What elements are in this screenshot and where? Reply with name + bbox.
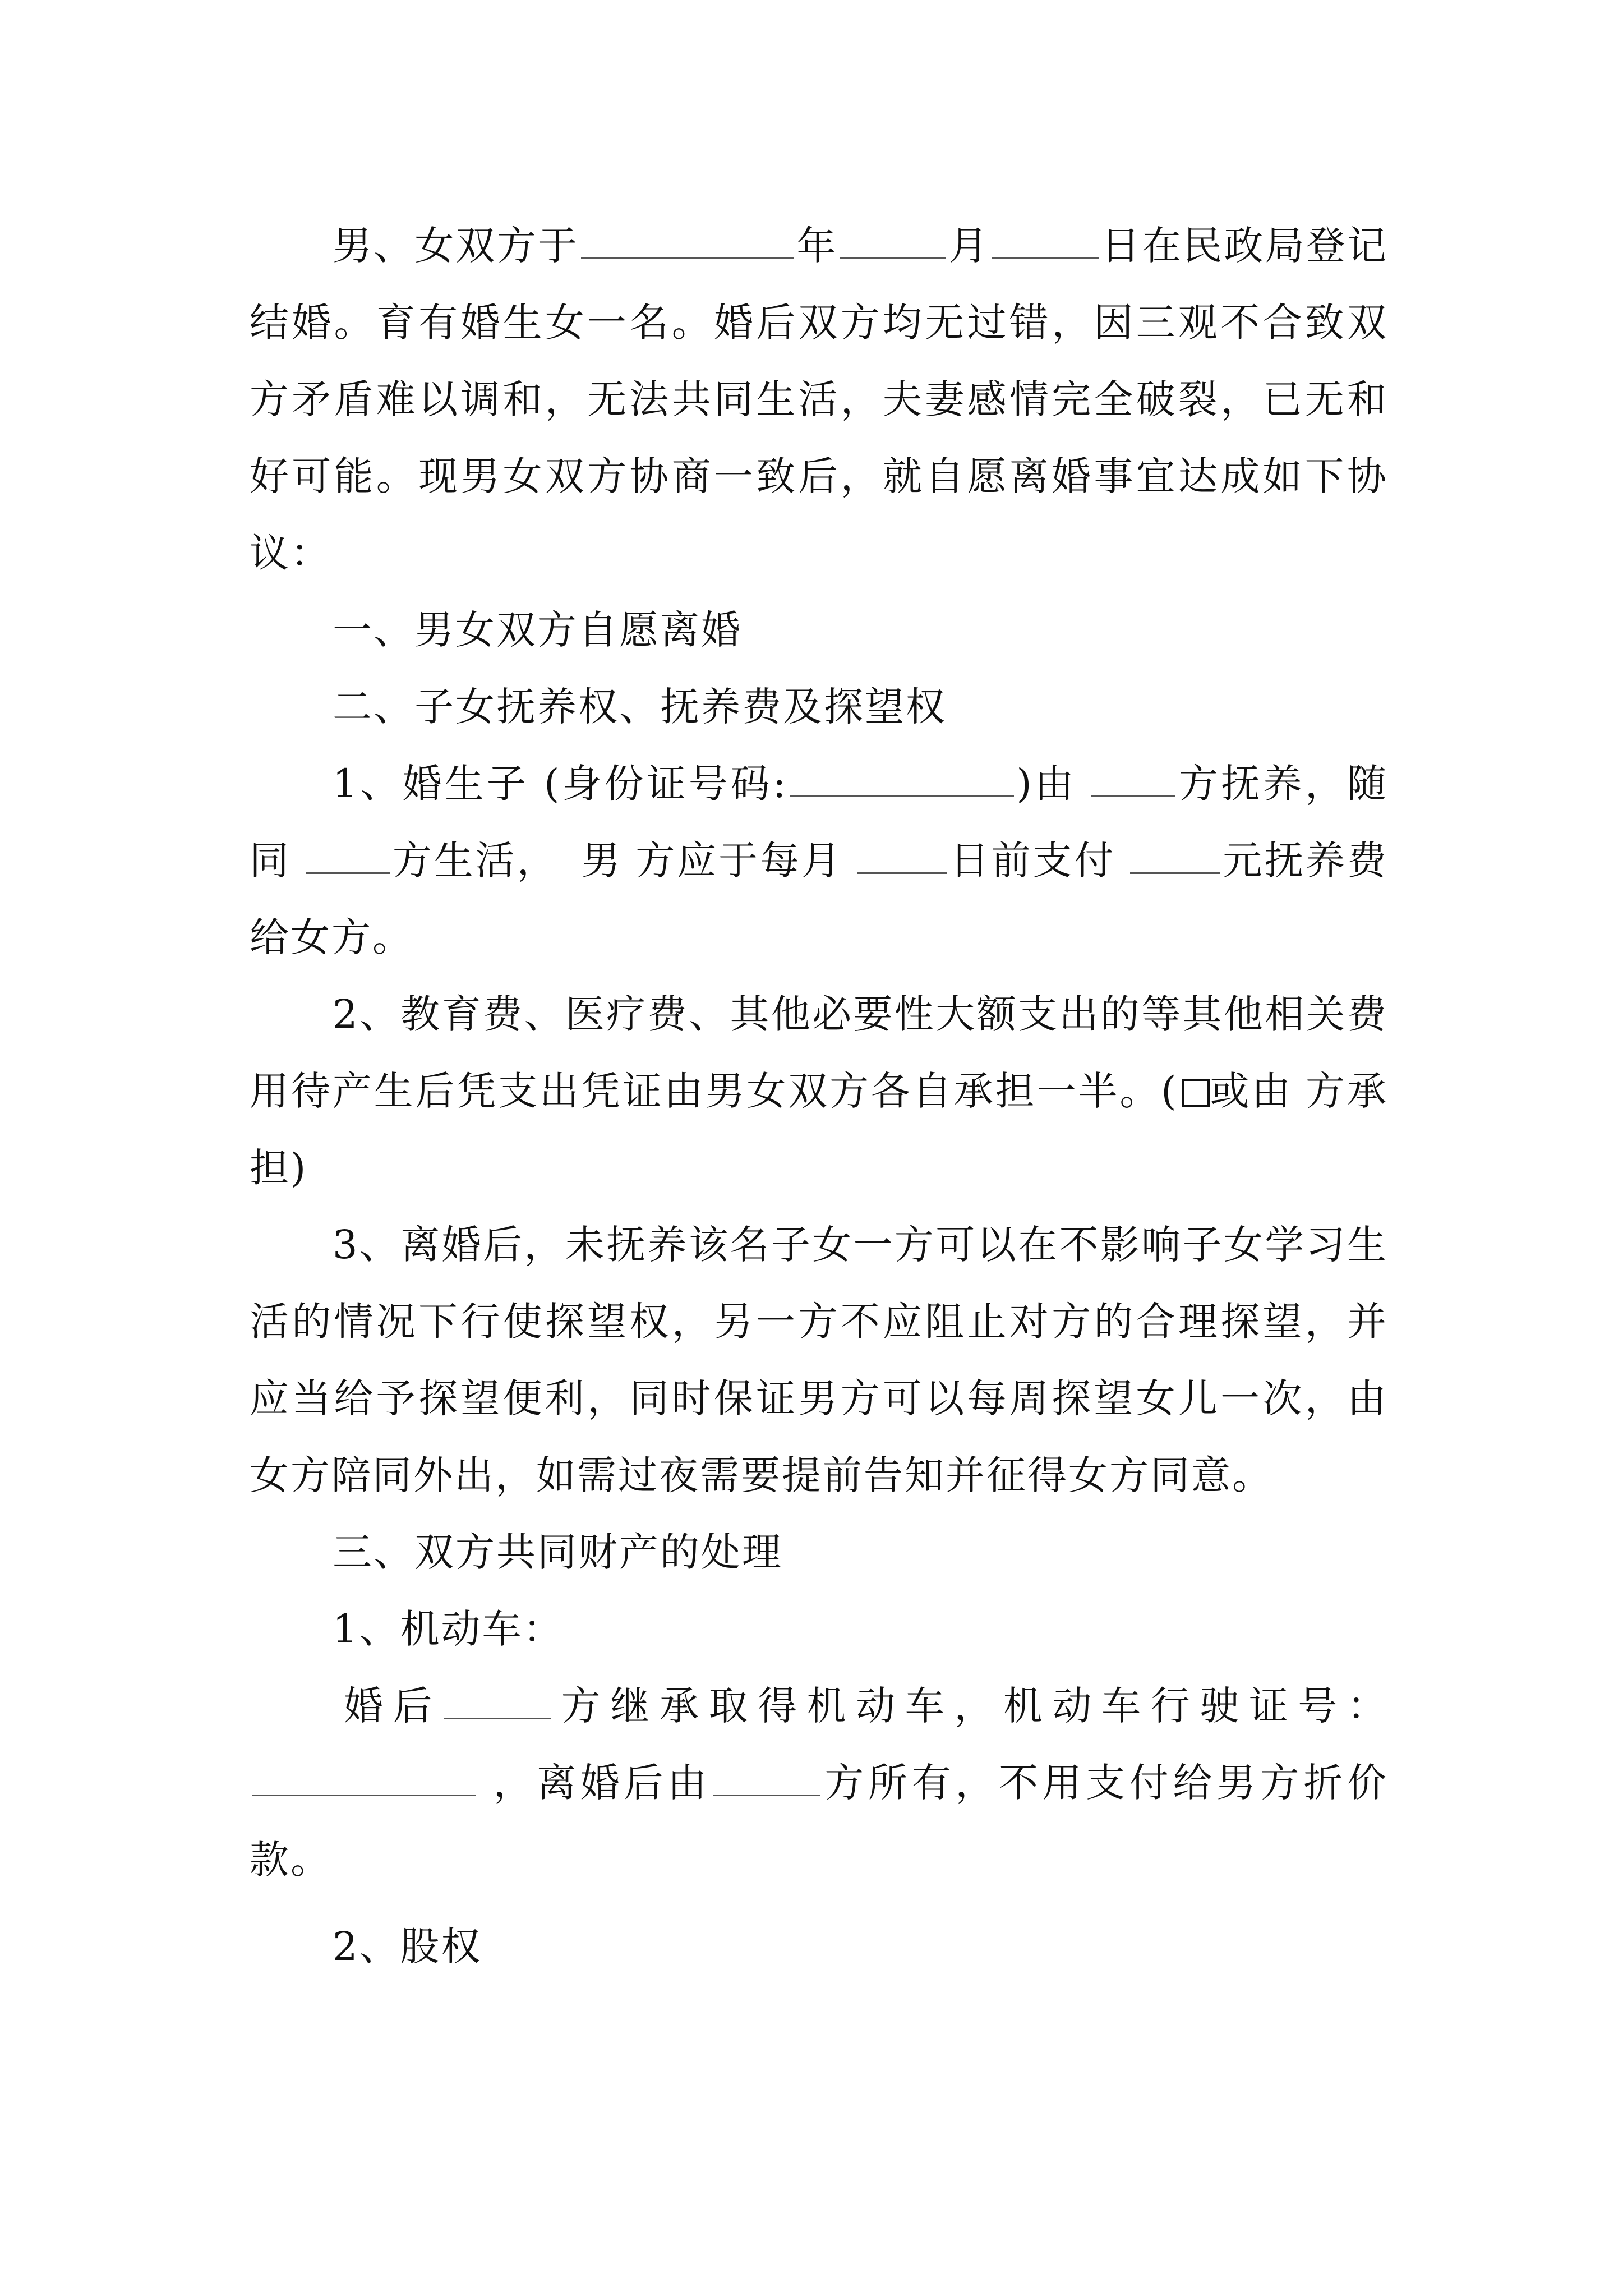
year-blank (581, 226, 794, 259)
intro-text-year: 年 (796, 223, 838, 269)
custody-text-6: 方应于每月 (635, 838, 843, 884)
property-sub-vehicle: 1、机动车： (333, 1606, 564, 1652)
expense-text-2: 或由 (1209, 1068, 1293, 1114)
payment-amount-blank (1130, 840, 1220, 874)
custody-text-7: 日前支付 (949, 838, 1116, 884)
custody-text-3: 方抚养，随同 (250, 761, 1388, 884)
intro-text-2: 日在民政局登记结婚。育有婚生女一名。婚后双方均无过错，因三观不合致双方矛盾难以调和，无法共同生活，夫妻感情完全破裂，已无和好可能。现男女双方协商一致后，就自愿离婚事宜达成如下协议： (250, 223, 1389, 576)
month-blank (840, 226, 946, 259)
expense-text-3: 方承担) (250, 1068, 1389, 1191)
vehicle-text-2: 方继承取得机动车，机动车行驶证号： (553, 1683, 1389, 1729)
vehicle-text-3: ，离婚后由 (491, 1760, 711, 1806)
custody-text-2: )由 (1016, 761, 1077, 807)
expense-text-1: 2、教育费、医疗费、其他必要性大额支出的等其他相关费用待产生后凭支出凭证由男女双方各自承担一半。( (250, 991, 1388, 1114)
vehicle-text-1: 婚后 (344, 1683, 442, 1729)
agreement-body (250, 208, 1388, 1985)
intro-text-month: 月 (948, 223, 990, 269)
vehicle-owner-blank (713, 1763, 820, 1796)
heading-property: 三、双方共同财产的处理 (333, 1529, 783, 1575)
custody-text-4: 方生活， (391, 838, 559, 884)
id-number-blank (790, 763, 1014, 797)
day-blank (992, 226, 1099, 259)
custody-item-1 (250, 746, 1388, 976)
heading-divorce: 一、男女双方自愿离婚 (333, 607, 742, 653)
custody-item-2 (250, 976, 1388, 1207)
payment-day-blank (857, 840, 947, 874)
intro-text-1: 男、女双方于 (333, 223, 579, 269)
vehicle-license-blank (252, 1763, 476, 1796)
custody-party-blank (1091, 763, 1175, 797)
vehicle-paragraph (250, 1668, 1388, 1898)
custody-text-male: 男 (580, 838, 623, 884)
checkbox-icon[interactable] (1182, 1079, 1210, 1107)
heading-custody: 二、子女抚养权、抚养费及探望权 (333, 684, 947, 730)
custody-text-8: 元抚养费给女方。 (250, 838, 1389, 960)
custody-item-3: 3、离婚后，未抚养该名子女一方可以在不影响子女学习生活的情况下行使探望权，另一方不应阻止对方的合理探望，并应当给予探望便利，同时保证男方可以每周探望女儿一次，由女方陪同外出，如需过夜需要提前告知并征得女方同意。 (250, 1222, 1388, 1498)
property-sub-equity: 2、股权 (333, 1924, 482, 1970)
intro-paragraph (250, 208, 1388, 592)
vehicle-text-4: 方所有，不用支付给男方折价款。 (250, 1760, 1389, 1883)
residence-party-blank (306, 840, 390, 874)
vehicle-heir-blank (444, 1686, 551, 1719)
custody-text-1: 1、婚生子 (身份证号码: (333, 761, 788, 807)
